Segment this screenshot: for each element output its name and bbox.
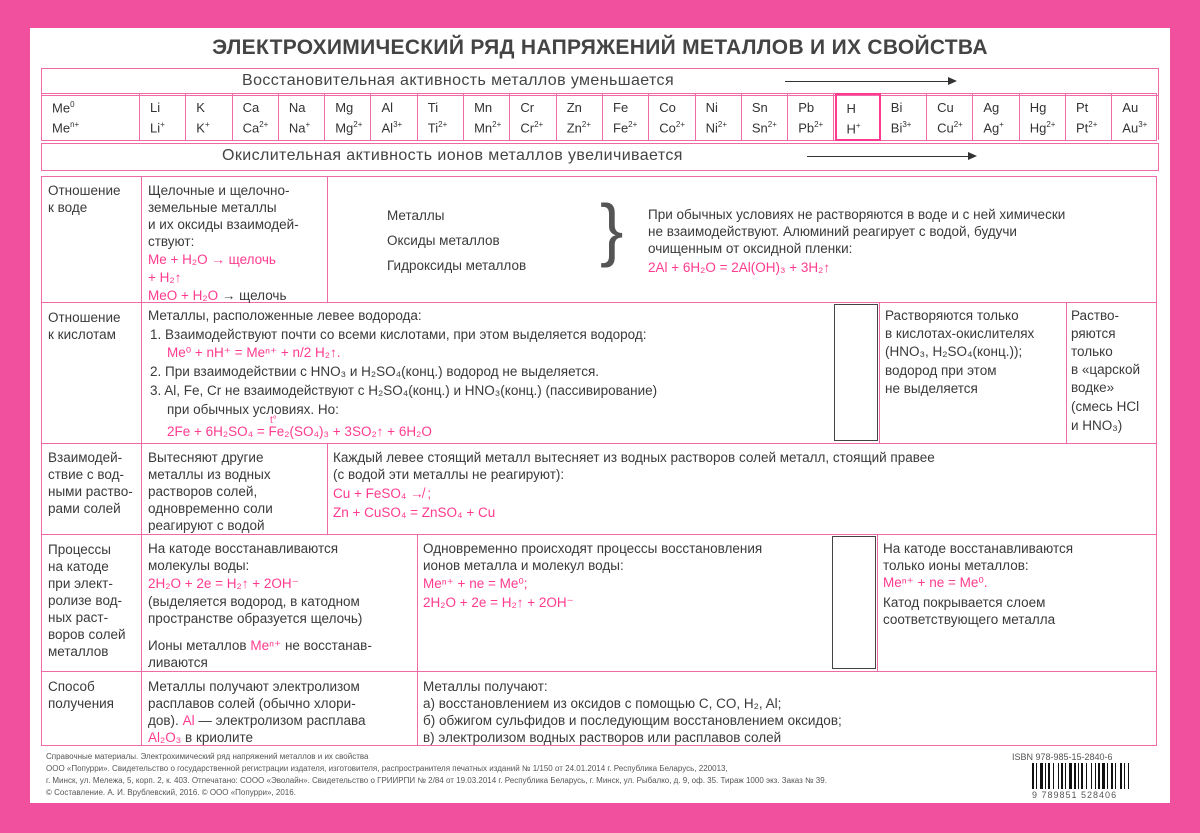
barcode-bar — [1048, 763, 1050, 789]
production-left-4 — [148, 729, 253, 746]
acids-intro: Металлы, расположенные левее водорода: — [148, 308, 422, 323]
series-header-me: Me — [52, 100, 71, 116]
row-salts-label-1: Взаимодей- — [48, 450, 123, 465]
salts-left-3: растворов солей, — [148, 484, 258, 499]
electrolysis-ions-1 — [148, 637, 372, 654]
footer-line-3: г. Минск, ул. Мележа, 5, корп. 2, к. 403. Отпечатано: СООО «Эволайн». Свидетельство о ГРИИРПИ № 2/84 от 19.03.2014 г. Республика Беларусь, г. Минск, ул. Рыбалко, д. 9, оф. 35. Тираж 1000 экз. Заказ № 39. — [46, 776, 827, 785]
band-top-label: Восстановительная активность металлов уменьшается — [242, 72, 675, 89]
row-electrolysis-label-7: металлов — [48, 644, 109, 659]
footer-line-4: © Составление. А. И. Врублевский, 2016. © ООО «Попурри», 2016. — [46, 788, 296, 797]
page-title: ЭЛЕКТРОХИМИЧЕСКИЙ РЯД НАПРЯЖЕНИЙ МЕТАЛЛОВ И ИХ СВОЙСТВА — [212, 36, 988, 59]
ion-charge: 2+ — [581, 120, 591, 129]
ion-symbol: Bi — [890, 120, 903, 136]
ion-symbol: K — [196, 120, 205, 136]
barcode-bar — [1036, 763, 1037, 789]
barcode-bar — [1102, 763, 1105, 789]
ion-charge: + — [204, 120, 210, 129]
water-list-hydroxides: Гидроксиды металлов — [387, 258, 527, 273]
barcode-bar — [1086, 763, 1087, 789]
barcode-bar — [1098, 763, 1100, 789]
series-header-me-sup: 0 — [70, 100, 75, 109]
series-cell-na — [279, 94, 325, 140]
series-cell-mg — [325, 94, 371, 140]
production-left-3b: — электролизом расплава — [198, 713, 366, 728]
water-eq-1 — [148, 251, 276, 268]
column-divider — [327, 443, 328, 534]
water-eq-1b: + H₂↑ — [148, 270, 182, 285]
isbn: ISBN 978-985-15-2840-6 — [1012, 752, 1113, 762]
acids-point-2: 2. При взаимодействии с HNO₃ и H₂SO₄(конц.) водород не выделяется. — [150, 364, 600, 379]
acids-eq-2: 2Fe + 6H₂SO₄ = Fe₂(SO₄)₃ + 3SO₂↑ + 6H₂O — [167, 424, 432, 439]
ion-charge: 2+ — [675, 120, 686, 129]
acids-aqua-regia-3: только — [1071, 344, 1113, 359]
column-divider — [327, 176, 328, 302]
series-cell-bi — [881, 94, 927, 140]
row-acids-label-1: Отношение — [48, 310, 121, 325]
ion-symbol: Cr — [520, 120, 535, 136]
acids-eq-1: Me⁰ + nH⁺ = Meⁿ⁺ + n/2 H₂↑. — [167, 345, 341, 360]
ion-charge: 2+ — [438, 120, 448, 129]
barcode-digits: 9 789851 528406 — [1032, 790, 1118, 800]
metal-symbol: Al — [381, 100, 394, 115]
acids-oxidizers-5: не выделяется — [885, 381, 978, 396]
series-cell-mn — [464, 94, 510, 140]
barcode-bar — [1078, 763, 1079, 789]
ion-charge: 2+ — [353, 120, 363, 129]
row-electrolysis-label-6: воров солей — [48, 627, 126, 642]
ion-charge: 2+ — [814, 120, 824, 129]
barcode-bar — [1040, 763, 1043, 789]
water-desc-3: очищенным от оксидной пленки: — [648, 241, 853, 256]
ion-symbol: Hg — [1029, 120, 1047, 136]
acids-oxidizers-3: (HNO₃, H₂SO₄(конц.)); — [885, 344, 1023, 359]
ion-symbol: Sn — [751, 120, 768, 136]
barcode-bar — [1115, 763, 1116, 789]
acids-point-3: 3. Al, Fe, Cr не взаимодействуют с H₂SO₄(конц.) и HNO₃(конц.) (пассивирование) — [150, 383, 658, 398]
row-water-label-1: Отношение — [48, 183, 121, 198]
column-divider — [1066, 302, 1067, 443]
ion-charge: 2+ — [534, 120, 544, 129]
barcode-bar — [1053, 763, 1054, 789]
electrolysis-water-note-2: пространстве образуется щелочь) — [148, 611, 363, 626]
metal-symbol: Pt — [1076, 100, 1089, 115]
barcode-bar — [1074, 763, 1076, 789]
barcode-icon — [1030, 763, 1154, 789]
ion-charge: 3+ — [393, 120, 403, 129]
production-left-3 — [148, 712, 366, 729]
metal-symbol: Cu — [937, 100, 954, 115]
electrolysis-ions-only-3: Катод покрывается слоем — [883, 595, 1046, 610]
row-electrolysis-label-4: ролизе вод- — [48, 593, 123, 608]
electrolysis-water-2: молекулы воды: — [148, 558, 250, 573]
row-electrolysis-label-2: на катоде — [48, 559, 109, 574]
metal-symbol: K — [196, 100, 205, 115]
water-list-oxides: Оксиды металлов — [387, 233, 500, 248]
electrolysis-mixed-2: ионов металла и молекул воды: — [423, 558, 624, 573]
metal-symbol: Ni — [705, 100, 718, 115]
row-divider — [41, 443, 1157, 444]
electrolysis-water-note-1: (выделяется водород, в катодном — [148, 594, 360, 609]
production-right-1: Металлы получают: — [423, 679, 548, 694]
ion-symbol: Ca — [242, 120, 260, 136]
metal-symbol: Cr — [520, 100, 535, 115]
series-cell-zn — [557, 94, 603, 140]
production-al2o3: Al₂O₃ — [148, 730, 182, 745]
ion-charge: 3+ — [902, 120, 912, 129]
production-right-4: в) электролизом водных растворов или расплавов солей — [423, 730, 782, 745]
ion-symbol: Fe — [613, 120, 629, 136]
salts-right-2: (с водой эти металлы не реагируют): — [333, 467, 565, 482]
series-cell-ni — [696, 94, 742, 140]
metal-symbol: Na — [288, 100, 306, 115]
ion-charge: 3+ — [1138, 120, 1148, 129]
row-salts-label-2: ствие с вод- — [48, 467, 125, 482]
footer-line-2: ООО «Попурри». Свидетельство о государственной регистрации издателя, изготовителя, распространителя печатных изданий № 1/150 от 24.01.2014 г. Республика Беларусь, 220013, — [46, 764, 728, 773]
series-cell-pb — [788, 94, 834, 140]
metal-symbol: Ca — [242, 100, 260, 115]
ion-symbol: Co — [659, 120, 676, 136]
ion-charge: + — [160, 120, 165, 129]
water-eq-2-rhs: → щелочь — [221, 288, 287, 303]
series-cell-pt — [1066, 94, 1112, 140]
water-desc-1: При обычных условиях не растворяются в воде и с ней химически — [648, 207, 1066, 222]
series-cell-hg — [1020, 94, 1066, 140]
ion-symbol: H — [846, 121, 856, 137]
series-cell-ca — [233, 94, 279, 140]
production-al: Al — [182, 713, 195, 728]
water-al-equation: 2Al + 6H₂O = 2Al(OH)₃ + 3H₂↑ — [648, 260, 831, 275]
electrolysis-mixed-eq-1: Meⁿ⁺ + ne = Me⁰; — [423, 576, 528, 591]
right-brace-icon: } — [600, 190, 624, 268]
production-left-3a: дов). — [148, 713, 179, 728]
acids-aqua-regia-7: и HNO₃) — [1071, 418, 1123, 433]
ion-symbol: Pb — [798, 120, 815, 136]
row-electrolysis-label-1: Процессы — [48, 542, 112, 557]
ion-charge: 2+ — [1046, 120, 1056, 129]
salts-left-1: Вытесняют другие — [148, 450, 264, 465]
ion-charge: 2+ — [492, 120, 502, 129]
ion-symbol: Ti — [427, 120, 439, 136]
series-cell-au — [1112, 94, 1158, 140]
series-header-cell — [42, 94, 140, 140]
ion-symbol: Zn — [566, 120, 582, 136]
ion-symbol: Mg — [335, 120, 354, 136]
row-divider — [41, 671, 1157, 672]
barcode-bar — [1107, 763, 1108, 789]
column-divider — [877, 534, 878, 671]
acids-point-3b: при обычных условиях. Но: — [167, 402, 339, 417]
row-salts-label-3: ными раство- — [48, 484, 133, 499]
series-cell-fe — [603, 94, 649, 140]
row-electrolysis-label-3: при элект- — [48, 576, 113, 591]
barcode-bar — [1058, 763, 1059, 789]
acids-oxidizers-4: водород при этом — [885, 363, 997, 378]
ion-symbol: Au — [1122, 120, 1139, 136]
row-water-label-2: к воде — [48, 200, 88, 215]
ion-symbol: Ag — [983, 120, 1000, 136]
electrolysis-water-1: На катоде восстанавливаются — [148, 541, 339, 556]
acids-oxidizers-2: в кислотах-окислителях — [885, 326, 1035, 341]
water-alkali-text-2: земельные металлы — [148, 200, 277, 215]
production-right-2: а) восстановлением из оксидов с помощью C, CO, H₂, Al; — [423, 696, 782, 711]
empty-box — [834, 304, 878, 441]
water-eq-1-lhs: Me + H₂O → щелочь — [148, 252, 276, 267]
electrolysis-ions-only-eq: Meⁿ⁺ + ne = Me⁰. — [883, 575, 988, 590]
metal-symbol: Au — [1122, 100, 1139, 115]
barcode-bar — [1095, 763, 1096, 789]
electrolysis-water-eq: 2H₂O + 2e = H₂↑ + 2OH⁻ — [148, 576, 299, 591]
electrolysis-ions-only-2: только ионы металлов: — [883, 558, 1029, 573]
production-left-2: расплавов солей (обычно хлори- — [148, 696, 356, 711]
series-cell-li — [140, 94, 186, 140]
column-divider — [879, 302, 880, 443]
empty-box — [832, 536, 876, 669]
salts-left-2: металлы из водных — [148, 467, 271, 482]
acids-aqua-regia-1: Раство- — [1071, 308, 1120, 323]
row-acids-label-2: к кислотам — [48, 327, 116, 342]
row-production-label-1: Способ — [48, 679, 95, 694]
salts-right-1: Каждый левее стоящий металл вытесняет из водных растворов солей металл, стоящий правее — [333, 450, 935, 465]
series-header-ion-sup: n+ — [70, 120, 80, 129]
acids-eq-temp: t° — [270, 415, 277, 426]
production-right-3: б) обжигом сульфидов и последующим восстановлением оксидов; — [423, 713, 842, 728]
metal-symbol: Co — [659, 100, 676, 115]
ion-symbol: Pt — [1076, 120, 1089, 136]
arrow-right-icon — [807, 156, 975, 157]
series-cell-ti — [418, 94, 464, 140]
ion-symbol: Al — [381, 120, 394, 136]
salts-left-5: реагируют с водой — [148, 518, 265, 533]
metal-symbol: Pb — [798, 100, 815, 115]
water-list-metals: Металлы — [387, 208, 445, 223]
ion-charge: + — [999, 120, 1004, 129]
barcode-bar — [1061, 763, 1063, 789]
electrolysis-ions-text-b: не восстанав- — [284, 638, 372, 653]
electrolysis-ions-only-4: соответствующего металла — [883, 612, 1056, 627]
footer-line-1: Справочные материалы. Электрохимический ряд напряжений металлов и их свойства — [46, 752, 369, 761]
ion-charge: 2+ — [628, 120, 638, 129]
row-salts-label-4: рами солей — [48, 501, 121, 516]
ion-symbol: Mn — [474, 120, 493, 136]
metal-symbol: Fe — [613, 100, 629, 115]
barcode-bar — [1111, 763, 1113, 789]
metal-symbol: Hg — [1029, 100, 1047, 115]
row-divider — [41, 534, 1157, 535]
acids-point-1: 1. Взаимодействуют почти со всеми кислотами, при этом выделяется водород: — [150, 327, 647, 342]
production-left-4b: в криолите — [185, 730, 254, 745]
ion-symbol: Ni — [705, 120, 718, 136]
acids-aqua-regia-4: в «царской — [1071, 362, 1141, 377]
series-cell-co — [649, 94, 695, 140]
metal-symbol: Mg — [335, 100, 354, 115]
water-eq-2 — [148, 287, 286, 304]
series-cell-cu — [927, 94, 973, 140]
acids-aqua-regia-6: (смесь HCl — [1071, 399, 1140, 414]
band-bottom-label: Окислительная активность ионов металлов увеличивается — [222, 147, 683, 164]
electrolysis-mixed-1: Одновременно происходят процессы восстановления — [423, 541, 763, 556]
metal-activity-series — [41, 93, 1157, 141]
acids-aqua-regia-5: водке» — [1071, 380, 1115, 395]
ion-charge: 2+ — [259, 120, 269, 129]
barcode-bar — [1120, 763, 1122, 789]
ion-charge: + — [305, 120, 311, 129]
barcode-bar — [1069, 763, 1072, 789]
ion-charge: 2+ — [953, 120, 963, 129]
barcode-bar — [1124, 763, 1125, 789]
row-electrolysis-label-5: ных раст- — [48, 610, 109, 625]
electrolysis-ions-text-a: Ионы металлов — [148, 638, 247, 653]
metal-symbol: Mn — [474, 100, 493, 115]
metal-symbol: Ti — [427, 100, 439, 115]
barcode-bar — [1128, 763, 1129, 789]
metal-symbol: Zn — [566, 100, 582, 115]
electrolysis-ions-2: ливаются — [148, 655, 208, 670]
metal-symbol: H — [846, 101, 856, 116]
salts-left-4: одновременно соли — [148, 501, 273, 516]
metal-symbol: Bi — [890, 100, 903, 115]
water-alkali-text-4: ствуют: — [148, 234, 195, 249]
acids-oxidizers-1: Растворяются только — [885, 308, 1019, 323]
production-left-1: Металлы получают электролизом — [148, 679, 360, 694]
ion-charge: 2+ — [717, 120, 727, 129]
ion-charge: + — [855, 121, 861, 130]
arrow-right-icon — [785, 81, 955, 82]
barcode-bar — [1091, 763, 1092, 789]
electrolysis-ions-only-1: На катоде восстанавливаются — [883, 541, 1074, 556]
water-alkali-text-1: Щелочные и щелочно- — [148, 183, 290, 198]
water-alkali-text-3: и их оксиды взаимодей- — [148, 217, 299, 232]
electrolysis-ions-formula: Meⁿ⁺ — [250, 638, 282, 653]
salts-eq-2: Zn + CuSO₄ = ZnSO₄ + Cu — [333, 505, 496, 520]
ion-charge: 2+ — [1088, 120, 1098, 129]
acids-aqua-regia-2: ряются — [1071, 326, 1116, 341]
ion-charge: 2+ — [767, 120, 777, 129]
column-divider — [417, 534, 418, 746]
series-header-ion: Me — [52, 120, 71, 136]
column-divider — [141, 176, 142, 746]
metal-symbol: Ag — [983, 100, 1000, 115]
electrolysis-mixed-eq-2: 2H₂O + 2e = H₂↑ + 2OH⁻ — [423, 595, 574, 610]
barcode-bar — [1065, 763, 1066, 789]
series-cell-ag — [973, 94, 1019, 140]
metal-symbol: Sn — [751, 100, 768, 115]
series-cell-cr — [510, 94, 556, 140]
series-cell-al — [372, 94, 418, 140]
salts-eq-1: Cu + FeSO₄ ↛ ; — [333, 486, 432, 501]
barcode-bar — [1045, 763, 1046, 789]
row-production-label-2: получения — [48, 696, 114, 711]
barcode-bar — [1081, 763, 1083, 789]
water-eq-2-lhs: MeO + H₂O — [148, 288, 219, 303]
barcode-bar — [1032, 763, 1034, 789]
water-desc-2: не взаимодействуют. Алюминий реагирует с водой, будучи — [648, 224, 1017, 239]
metal-symbol: Li — [150, 100, 161, 115]
series-cell-k — [186, 94, 232, 140]
ion-symbol: Li — [150, 120, 161, 136]
ion-symbol: Cu — [937, 120, 954, 136]
series-cell-sn — [742, 94, 788, 140]
ion-symbol: Na — [288, 120, 306, 136]
series-cell-h — [835, 93, 881, 141]
